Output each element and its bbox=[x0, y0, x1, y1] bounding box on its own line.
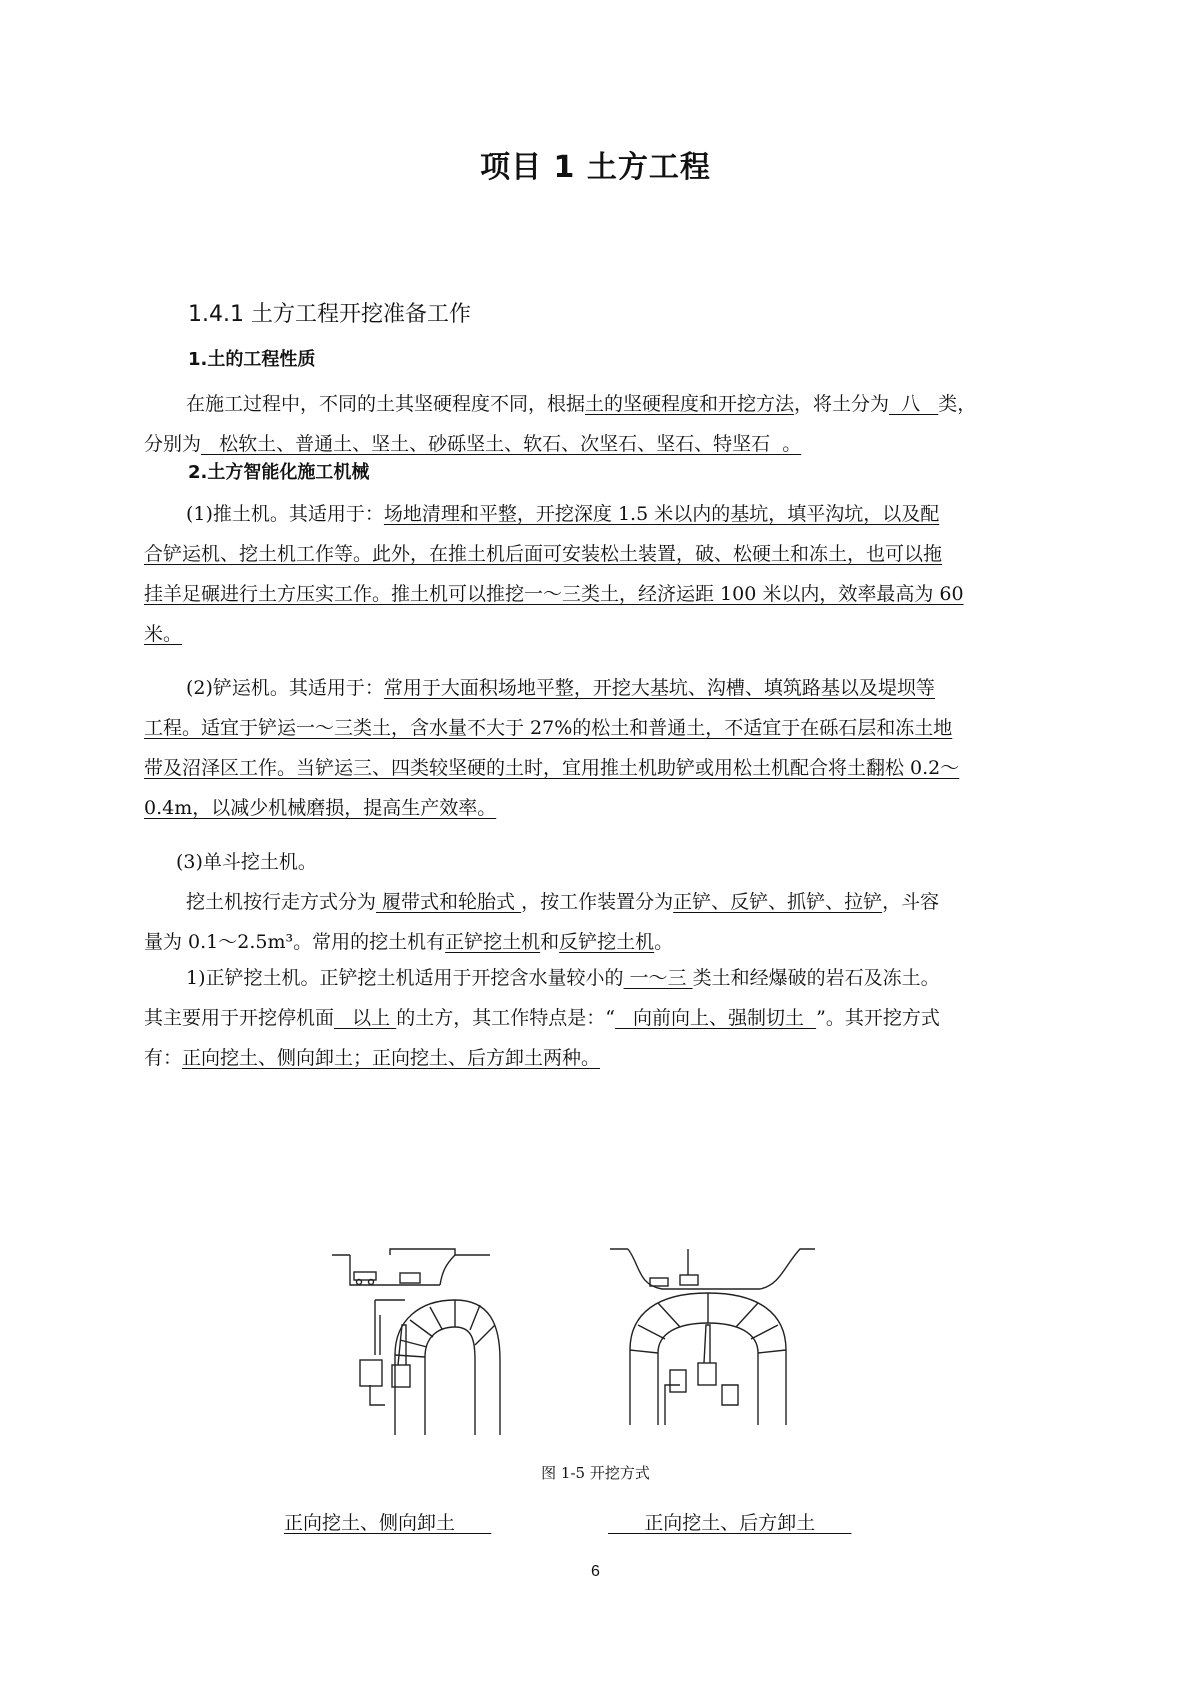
blank-answer: 正铲挖土机 bbox=[445, 931, 541, 953]
blank-answer: 米。 bbox=[144, 623, 183, 645]
blank-answer: 常用于大面积场地平整，开挖大基坑、沟槽、填筑路基以及堤坝等 bbox=[383, 677, 935, 699]
text-run: 类土和经爆破的岩石及冻土。 bbox=[692, 967, 940, 989]
excavator-icon bbox=[680, 1275, 698, 1285]
blank-answer: 以上 bbox=[334, 1007, 397, 1029]
subsection-heading-machinery: 2.土方智能化施工机械 bbox=[188, 462, 370, 483]
excavator-icon bbox=[400, 1273, 420, 1283]
blank-answer: 工程。适宜于铲运一～三类土，含水量不大于 27%的松土和普通土，不适宜于在砾石层和冻土地 bbox=[144, 717, 953, 739]
truck-icon bbox=[650, 1278, 668, 1286]
text-run: ”。其开挖方式 bbox=[816, 1007, 940, 1029]
blank-answer: 正向挖土、侧向卸土；正向挖土、后方卸土两种。 bbox=[182, 1047, 601, 1069]
text-run: 。 bbox=[654, 931, 674, 953]
blank-answer: 挂羊足碾进行土方压实工作。推土机可以推挖一～三类土，经济运距 100 米以内，效率最高为 60 bbox=[144, 583, 964, 605]
paragraph-scraper bbox=[144, 668, 1027, 828]
blank-answer: 向前向上、强制切土 bbox=[614, 1007, 817, 1029]
paragraph-soil-classification bbox=[144, 384, 1027, 464]
blank-answer: 履带式和轮胎式 bbox=[376, 891, 522, 913]
figure-label-left: 正向挖土、侧向卸土 bbox=[284, 1512, 492, 1534]
text-run: 挖土机按行走方式分为 bbox=[186, 891, 377, 913]
text-run: ，斗容 bbox=[882, 891, 940, 913]
text-run: 量为 0.1～2.5m³。常用的挖土机有 bbox=[144, 931, 446, 953]
blank-answer: 土的坚硬程度和开挖方法 bbox=[585, 393, 795, 415]
text-run: 分别为 bbox=[144, 433, 202, 455]
text-run: (3)单斗挖土机。 bbox=[176, 851, 317, 873]
blank-answer: 0.4m，以减少机械磨损，提高生产效率。 bbox=[144, 797, 497, 819]
paragraph-bulldozer bbox=[144, 494, 1027, 654]
truck-icon bbox=[670, 1370, 686, 1392]
section-heading: 1.4.1 土方工程开挖准备工作 bbox=[188, 302, 471, 327]
excavation-methods-figure bbox=[330, 1245, 870, 1445]
figure-back-unloading bbox=[610, 1249, 815, 1425]
blank-answer: 合铲运机、挖土机工作等。此外，在推土机后面可安装松土装置，破、松硬土和冻土，也可以拖 bbox=[144, 543, 943, 565]
figure-side-unloading bbox=[332, 1249, 500, 1435]
excavator-icon bbox=[698, 1363, 716, 1385]
text-run: ，将土分为 bbox=[794, 393, 890, 415]
blank-answer: 八 bbox=[889, 393, 939, 415]
text-run: 1)正铲挖土机。正铲挖土机适用于开挖含水量较小的 bbox=[186, 967, 624, 989]
figure-caption: 图 1-5 开挖方式 bbox=[541, 1464, 650, 1482]
blank-answer: 带及沼泽区工作。当铲运三、四类较坚硬的土时，宜用推土机助铲或用松土机配合将土翻松 0.2～ bbox=[144, 757, 960, 779]
blank-answer: 反铲挖土机 bbox=[559, 931, 655, 953]
subsection-heading-soil-properties: 1.土的工程性质 bbox=[188, 349, 316, 370]
paragraph-excavator bbox=[144, 842, 1027, 962]
text-run: (1)推土机。其适用于： bbox=[186, 503, 384, 525]
figure-label-right: 正向挖土、后方卸土 bbox=[608, 1512, 852, 1534]
text-run: 其主要用于开挖停机面 bbox=[144, 1007, 335, 1029]
text-run: 有： bbox=[144, 1047, 183, 1069]
blank-answer: 松软土、普通土、坚土、砂砾坚土、软石、次坚石、坚石、特坚石 。 bbox=[201, 433, 802, 455]
text-run: 类， bbox=[938, 393, 977, 415]
blank-answer: 场地清理和平整，开挖深度 1.5 米以内的基坑，填平沟坑，以及配 bbox=[383, 503, 940, 525]
text-run: (2)铲运机。其适用于： bbox=[186, 677, 384, 699]
paragraph-front-shovel bbox=[144, 958, 1027, 1078]
text-run: 的土方，其工作特点是：“ bbox=[396, 1007, 615, 1029]
text-run: 在施工过程中，不同的土其坚硬程度不同，根据 bbox=[186, 393, 586, 415]
page-title: 项目 1 土方工程 bbox=[480, 150, 711, 185]
text-run: ，按工作装置分为 bbox=[521, 891, 674, 913]
blank-answer: 一～三 bbox=[623, 967, 693, 989]
text-run: 和 bbox=[540, 931, 560, 953]
page-number: 6 bbox=[591, 1563, 600, 1580]
truck-icon bbox=[354, 1272, 376, 1280]
blank-answer: 正铲、反铲、抓铲、拉铲 bbox=[673, 891, 883, 913]
truck-icon bbox=[360, 1360, 382, 1386]
